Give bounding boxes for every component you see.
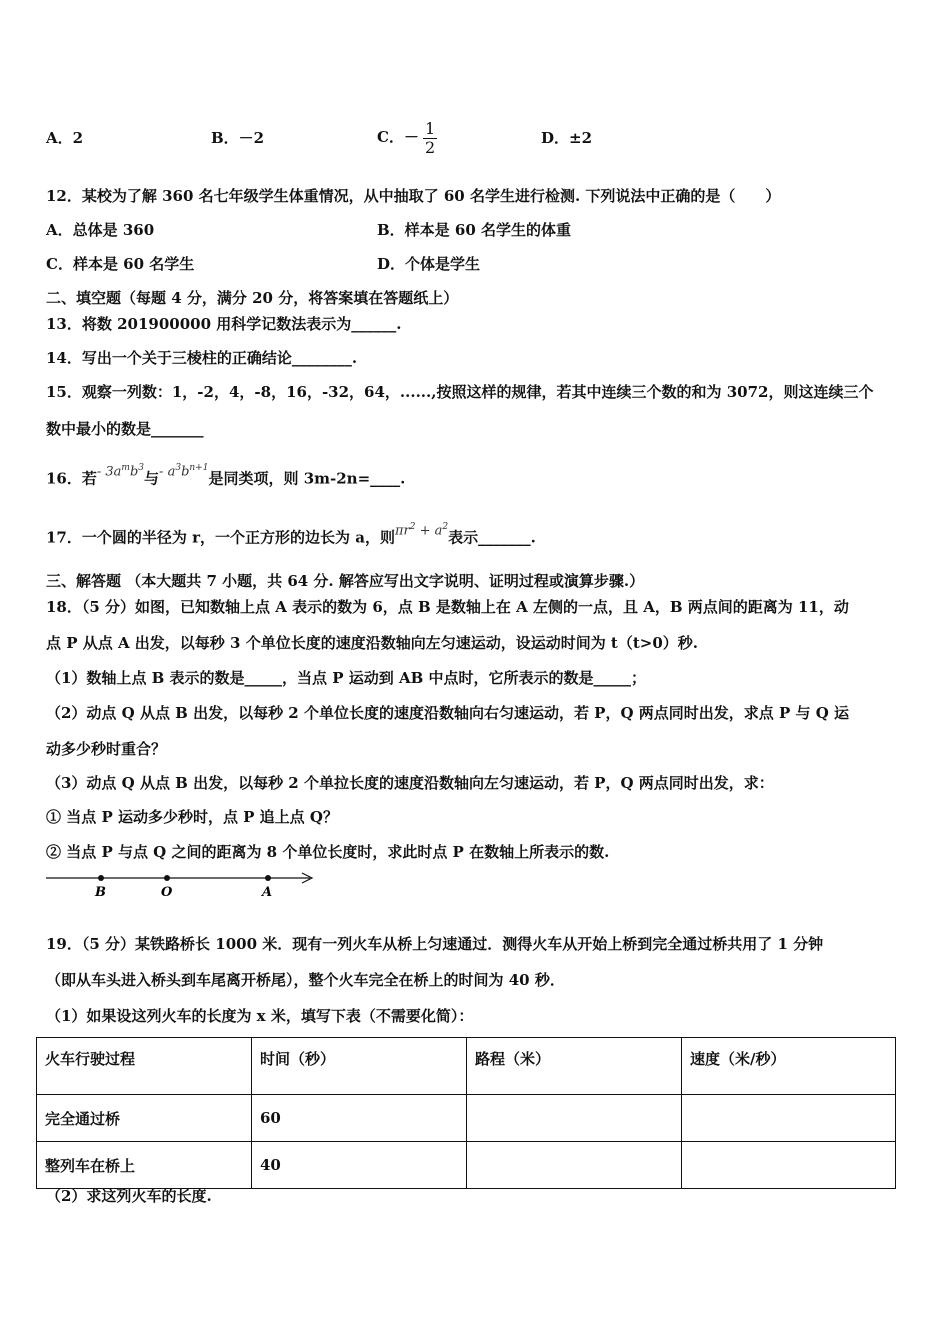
q14: 14．写出一个关于三棱柱的正确结论________. bbox=[46, 349, 358, 367]
table-cell bbox=[467, 1142, 682, 1189]
table-row bbox=[37, 1142, 896, 1189]
q11-option-c-prefix: C．－ bbox=[377, 128, 419, 146]
table-header-cell: 路程（米） bbox=[467, 1038, 682, 1095]
q11-option-b: B．－2 bbox=[211, 129, 265, 147]
q16 bbox=[46, 463, 406, 490]
q13: 13．将数 201900000 用科学记数法表示为______. bbox=[46, 315, 402, 333]
q18-part2-line2: 动多少秒时重合？ bbox=[46, 740, 167, 758]
q19-line1: 19．（5 分）某铁路桥长 1000 米．现有一列火车从桥上匀速通过．测得火车从开始上桥到完全通过桥共用了 1 分钟 bbox=[46, 935, 824, 953]
q11-option-a: A．2 bbox=[46, 129, 84, 147]
section-3-heading: 三、解答题 （本大题共 7 小题，共 64 分. 解答应写出文字说明、证明过程或演算步骤.） bbox=[46, 572, 645, 590]
fraction-denominator: 2 bbox=[424, 137, 436, 157]
number-line-figure bbox=[40, 866, 330, 900]
table-row bbox=[37, 1095, 896, 1142]
table-cell: 40 bbox=[252, 1142, 467, 1189]
q18-line2: 点 P 从点 A 出发，以每秒 3 个单位长度的速度沿数轴向左匀速运动，设运动时间为 t（t>0）秒. bbox=[46, 634, 698, 652]
fraction bbox=[423, 120, 437, 157]
q19-part2: （2）求这列火车的长度. bbox=[46, 1187, 212, 1205]
table-cell: 完全通过桥 bbox=[37, 1095, 252, 1142]
table-header-cell: 火车行驶过程 bbox=[37, 1038, 252, 1095]
table-cell bbox=[467, 1095, 682, 1142]
point-o-label: O bbox=[161, 885, 173, 900]
q12-stem: 12．某校为了解 360 名七年级学生体重情况，从中抽取了 60 名学生进行检测. 下列说法中正确的是（ ） bbox=[46, 187, 781, 205]
q11-option-c bbox=[377, 104, 437, 170]
table-cell bbox=[682, 1142, 896, 1189]
table-header-cell: 时间（秒） bbox=[252, 1038, 467, 1095]
q19-line2: （即从车头进入桥头到车尾离开桥尾），整个火车完全在桥上的时间为 40 秒． bbox=[46, 971, 565, 989]
q19-table bbox=[36, 1037, 896, 1189]
q15-line2: 数中最小的数是_______ bbox=[46, 420, 204, 438]
point-a-label: A bbox=[262, 885, 273, 900]
q18-part2-line1: （2）动点 Q 从点 B 出发，以每秒 2 个单位长度的速度沿数轴向右匀速运动，若 P，Q 两点同时出发，求点 P 与 Q 运 bbox=[46, 704, 849, 722]
q16-suffix: 是同类项，则 3m-2n=____. bbox=[208, 469, 406, 488]
q12-option-b: B．样本是 60 名学生的体重 bbox=[377, 221, 571, 239]
q16-prefix: 16．若 bbox=[46, 469, 97, 488]
q17-expression: $\pi r^2 + a^2$ bbox=[394, 522, 449, 539]
table-cell bbox=[682, 1095, 896, 1142]
point-a-dot bbox=[265, 875, 271, 881]
q19-part1: （1）如果设这列火车的长度为 x 米，填写下表（不需要化简）： bbox=[46, 1007, 474, 1025]
q16-mid: 与 bbox=[144, 469, 160, 488]
q12-option-a: A．总体是 360 bbox=[46, 221, 155, 239]
table-header-cell: 速度（米/秒） bbox=[682, 1038, 896, 1095]
q16-expression-2: - $a^3b^{n+1}$ bbox=[159, 463, 209, 480]
section-2-heading: 二、填空题（每题 4 分，满分 20 分，将答案填在答题纸上） bbox=[46, 289, 459, 307]
q11-option-d: D．±2 bbox=[541, 129, 593, 147]
q15-line1: 15．观察一列数：1，-2，4，-8，16，-32，64，......,按照这样的规律，若其中连续三个数的和为 3072，则这连续三个 bbox=[46, 383, 874, 401]
q12-option-c: C．样本是 60 名学生 bbox=[46, 255, 195, 273]
q18-part3-ii: ② 当点 P 与点 Q 之间的距离为 8 个单位长度时，求此时点 P 在数轴上所表示的数. bbox=[46, 843, 610, 861]
q16-expression-1: - $3a^mb^3$ bbox=[96, 463, 145, 480]
q17-prefix: 17．一个圆的半径为 r，一个正方形的边长为 a，则 bbox=[46, 528, 395, 547]
point-o-dot bbox=[164, 875, 170, 881]
q12-option-d: D．个体是学生 bbox=[377, 255, 481, 273]
q18-part3-i: ① 当点 P 运动多少秒时，点 P 追上点 Q？ bbox=[46, 808, 338, 826]
q18-line1: 18．（5 分）如图，已知数轴上点 A 表示的数为 6，点 B 是数轴上在 A 左侧的一点，且 A，B 两点间的距离为 11，动 bbox=[46, 598, 849, 616]
q17-suffix: 表示_______. bbox=[448, 528, 536, 547]
q18-part3: （3）动点 Q 从点 B 出发，以每秒 2 个单拉长度的速度沿数轴向左匀速运动，若 P，Q 两点同时出发，求： bbox=[46, 774, 774, 792]
point-b-dot bbox=[98, 875, 104, 881]
table-header-row bbox=[37, 1038, 896, 1095]
table-cell: 60 bbox=[252, 1095, 467, 1142]
q17 bbox=[46, 522, 536, 549]
q18-part1: （1）数轴上点 B 表示的数是_____，当点 P 运动到 AB 中点时，它所表示的数是_____； bbox=[46, 669, 647, 687]
point-b-label: B bbox=[95, 885, 106, 900]
table-cell: 整列车在桥上 bbox=[37, 1142, 252, 1189]
fraction-numerator: 1 bbox=[424, 118, 436, 138]
